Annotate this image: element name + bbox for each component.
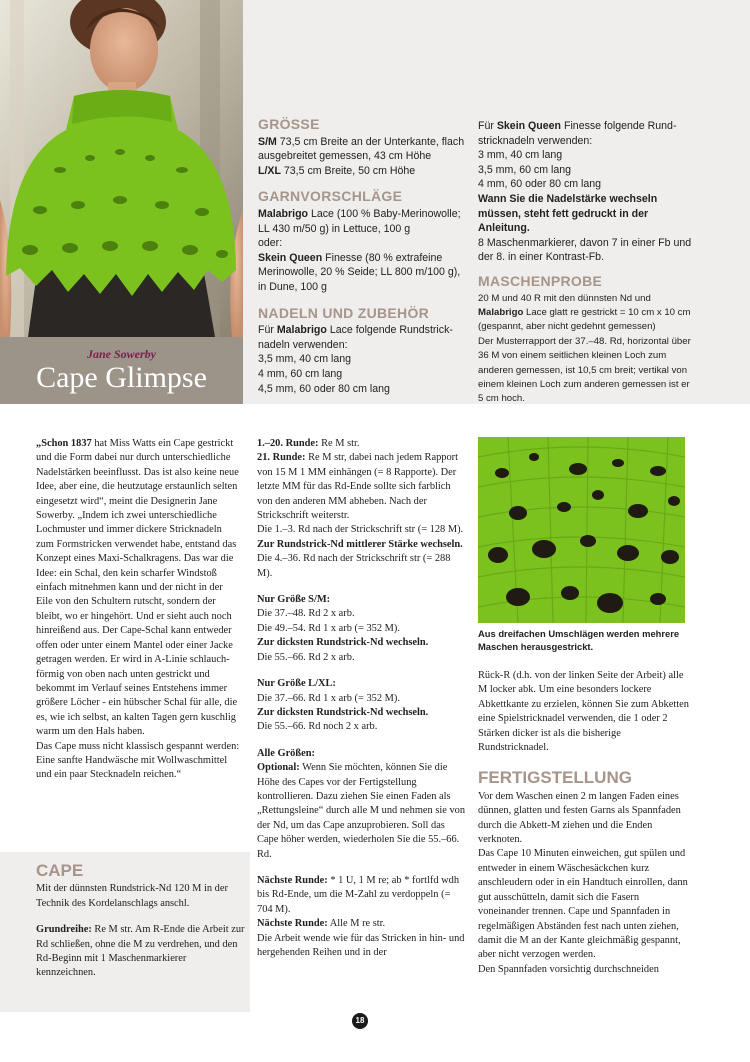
size-sm: S/M 73,5 cm Breite an der Unterkante, flach ausgebreitet gemessen, 43 cm Höhe — [258, 135, 465, 163]
maschenprobe-heading: MASCHENPROBE — [478, 272, 603, 289]
finishing-column: Rück-R (d.h. von der linken Seite der Arbeit) alle M locker abk. Um eine besonders lockere Abkettkante zu erzielen, können Sie zum Abketten eine Spielstricknadel verwenden, die 1 oder 2 Stärken dicker ist als die bisherige Rundstricknadel. FERTIGSTELLUNG Vor dem Waschen einen 2 m langen Faden eines dünnen, glatten und festen Garns als Spannfaden durch die Abkett-M ziehen und die Enden verknoten. Das Cape 10 Minuten einweichen, gut spülen und entweder in einem Wäschesäckchen kurz anschleudern oder in ein Handtuch einrollen, dann gut ausschütteln, damit sich die Fasern voneinander trennen. Cape und Spannfaden in regelmäßigen Abständen fest nach unten ziehen, damit die M an der Kante gleichmäßig gespannt, aber nicht verzogen werden. Den Spannfaden vorsichtig durchschneiden — [478, 670, 689, 975]
model-photo — [0, 0, 243, 337]
lace-closeup-photo — [478, 437, 685, 623]
lace-closeup-illustration — [478, 437, 685, 623]
page-number: 18 — [352, 1013, 368, 1029]
needle-change-note: Wann Sie die Nadelstärke wechseln müssen, steht fett gedruckt in der Anleitung. — [478, 192, 658, 235]
nadeln-heading: NADELN UND ZUBEHÖR — [258, 304, 430, 321]
groesse-heading: GRÖSSE — [258, 116, 320, 132]
model-photo-illustration — [0, 0, 243, 337]
gauge-text: 20 M und 40 R mit den dünnsten Nd und Malabrigo Lace glatt re gestrickt = 10 cm x 10 cm (gespannt, aber nicht gedehnt gemessen) Der Musterrapport der 37.–48. Rd, horizontal über 36 M von einem seitlichen kleinen Loch zum anderen gemessen, ist 10,5 cm breit; vertikal von einem kleinen Loch zum anderen gemessen ist er 5 cm hoch. — [478, 292, 691, 405]
info-column-right — [478, 119, 693, 407]
needle-line: 3,5 mm, 40 cm lang — [258, 353, 352, 366]
author-name: Jane Sowerby — [87, 347, 156, 361]
needles-intro: Für Malabrigo Lace folgende Rundstricknadeln verwenden: — [258, 324, 453, 351]
info-column-left — [258, 117, 470, 396]
needle-line: 3 mm, 40 cm lang — [478, 149, 563, 162]
yarn-oder: oder: — [258, 237, 283, 250]
size-lxl: L/XL 73,5 cm Breite, 50 cm Höhe — [258, 164, 416, 177]
skein-needles-intro: Für Skein Queen Finesse folgende Rundstricknadeln verwenden: — [478, 120, 677, 147]
yarn-malabrigo: Malabrigo Lace (100 % Baby-Merinowolle; LL 430 m/50 g) in Lettuce, 100 g — [258, 207, 461, 235]
bind-off-text: Rück-R (d.h. von der linken Seite der Arbeit) alle M locker abk. Um eine besonders lockere Abkettkante zu erzielen, können Sie zum Abketten eine Spielstricknadel verwenden, die 1 oder 2 Stärken dicker ist als die bisherige Rundstricknadel. — [478, 670, 689, 754]
markers-note: 8 Maschenmarkierer, davon 7 in einer Fb und der 8. in einer Kontrast-Fb. — [478, 236, 692, 264]
title-box — [0, 337, 243, 404]
grundreihe: Grundreihe: Re M str. Am R-Ende die Arbeit zur Rd schließen, ohne die M zu verdrehen, und den Rd-Beginn mit 1 Maschenmarkierer kennzeichnen. — [36, 924, 245, 979]
needle-line: 4 mm, 60 oder 80 cm lang — [478, 178, 602, 191]
instructions-column: 1.–20. Runde: Re M str. 21. Runde: Re M str, dabei nach jedem Rapport von 15 M 1 MM einhängen (= 8 Rapporte). Der letzte MM für das Rd-Ende sollte sich farblich von den anderen MM abheben. Nach der Strickschrift weiterstr. Die 1.–3. Rd nach der Strickschrift str (= 128 M). Zur Rundstrick-Nd mittlerer Stärke wechseln. Die 4.–36. Rd nach der Strickschrift str (= 288 M). Nur Größe S/M: Die 37.–48. Rd 2 x arb. Die 49.–54. Rd 1 x arb (= 352 M). Zur dicksten Rundstrick-Nd wechseln. Die 55.–66. Rd 2 x arb. Nur Größe L/XL: Die 37.–66. Rd 1 x arb (= 352 M). Zur dicksten Rundstrick-Nd wechseln. Die 55.–66. Rd noch 2 x arb. Alle Größen: Optional: Wenn Sie möchten, können Sie die Höhe des Capes vor der Fertigstellung kontrollieren. Dazu ziehen Sie einen Faden als „Rettungsleine“ durch alle M und nehmen sie von der Nd, um das Cape anzuprobieren. Soll das Cape höher werden, wiederholen Sie die 55.–66. Rd. Nächste Runde: * 1 U, 1 M re; ab * fortlfd wdh bis Rd-Ende, um die M-Zahl zu verdoppeln (= 704 M). Nächste Runde: Alle M re str. Die Arbeit wende wie für das Stricken in hin- und hergehenden Reihen und in der — [257, 438, 466, 958]
photo-caption: Aus dreifachen Umschlägen werden mehrere Maschen herausgestrickt. — [478, 628, 680, 652]
cape-cast-on: Mit der dünnsten Rundstrick-Nd 120 M in der Technik des Kordelanschlags anschl. — [36, 883, 228, 909]
cape-section — [36, 861, 246, 981]
fertigstellung-heading: FERTIGSTELLUNG — [478, 768, 632, 788]
yarn-skein: Skein Queen Finesse (80 % extrafeine Merinowolle, 20 % Seide; LL 800 m/100 g), in Dune, 100 g — [258, 251, 461, 293]
cape-heading: CAPE — [36, 861, 84, 880]
pattern-title: Cape Glimpse — [36, 361, 207, 394]
intro-paragraph: „Schon 1837 hat Miss Watts ein Cape gestrickt und die Form dabei nur durch unterschiedliche Nadelstärken beeinflusst. Das ist also keine neue Idee, aber eine, die heutzutage erstaunlich selten eingesetzt wird“, meint die Designerin Jane Sowerby. „Indem ich zwei unterschiedliche Lochmuster und immer dickere Stricknadeln zum Formstricken verwendet habe, entstand das Konzept eines Maxi-Schalkragens. Das war die Idee: ein Schal, den kein scharfer Windstoß einfach mitnehmen kann und der nicht in der Eile von den Schultern rutscht, sondern der bleibt, wo er hingehört. Und er sieht auch noch hinreißend aus. Der Cape-Schal kann entweder offen oder unter einem Mantel oder einer Jacke getragen werden. Er wird in A-Linie schlauchförmig von oben nach unten gestrickt und bekommt im Verlauf seines Entstehens immer größere Löcher - ein hübscher Schal für alle, die es, wie ich selbst, an kalten Tagen gern kuschlig warm um den Hals haben. — [36, 438, 239, 738]
needle-line: 4 mm, 60 cm lang — [258, 367, 343, 380]
intro-paragraph-2: Das Cape muss nicht klassisch gespannt werden: Eine sanfte Handwäsche mit Wollwaschmittel und ein paar Stecknadeln reichen.“ — [36, 740, 240, 781]
needle-line: 4,5 mm, 60 oder 80 cm lang — [258, 382, 390, 395]
garn-heading: GARNVORSCHLÄGE — [258, 188, 403, 205]
needle-line: 3,5 mm, 60 cm lang — [478, 163, 572, 176]
intro-column — [36, 437, 241, 783]
